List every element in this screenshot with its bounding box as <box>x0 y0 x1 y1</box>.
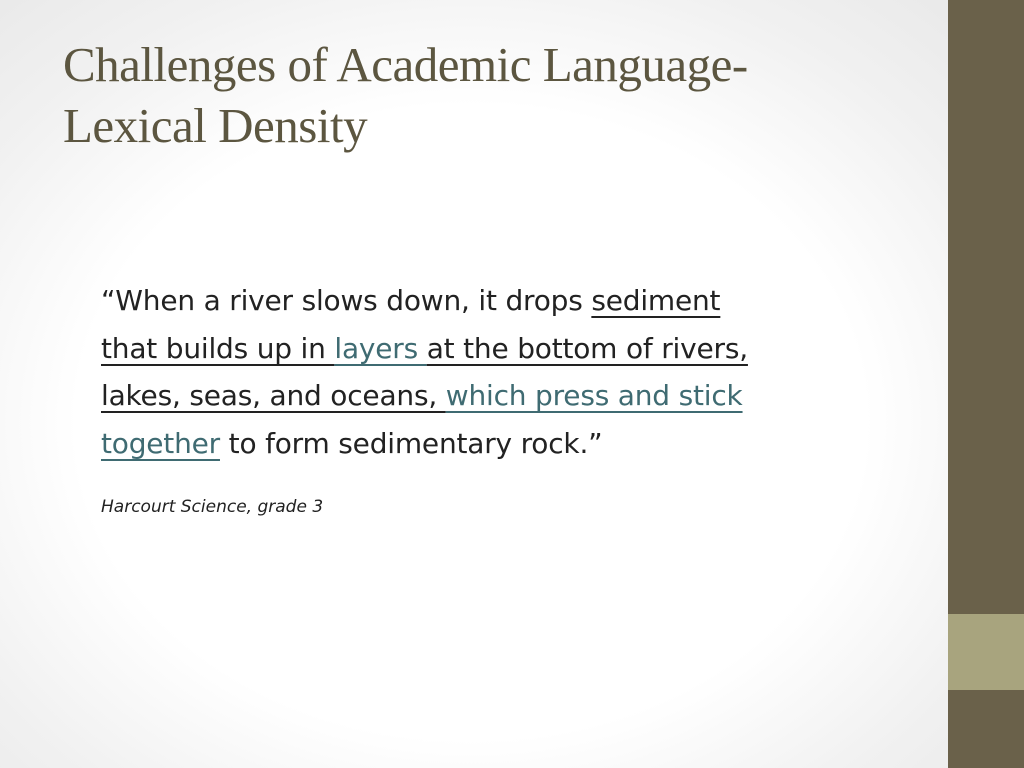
decorative-side-bar <box>948 0 1024 768</box>
quote-line-1-text: “When a river slows down, it drops <box>101 284 592 317</box>
slide-title-line-2: Lexical Density <box>63 98 368 153</box>
slide-title <box>63 34 923 156</box>
link-layers[interactable]: layers <box>334 331 427 365</box>
quote-line-4 <box>101 420 881 468</box>
term-sediment: sediment <box>591 284 721 317</box>
quote-text <box>101 277 881 467</box>
quote-citation: Harcourt Science, grade 3 <box>101 497 324 517</box>
decorative-side-accent-block <box>948 614 1024 690</box>
quote-line-3-text: lakes, seas, and oceans, <box>101 379 446 412</box>
link-together[interactable]: together <box>101 426 220 460</box>
quote-line-1 <box>101 277 881 325</box>
slide-title-line-1: Challenges of Academic Language- <box>63 37 748 92</box>
link-which-press-and-stick[interactable]: which press and stick <box>445 379 743 412</box>
quote-line-2 <box>101 325 881 373</box>
quote-line-2-text-a: that builds up in <box>101 331 335 365</box>
quote-line-3 <box>101 372 881 420</box>
quote-line-4-text: to form sedimentary rock.” <box>219 426 603 460</box>
quote-line-2-text-b: at the bottom of rivers, <box>426 331 748 365</box>
